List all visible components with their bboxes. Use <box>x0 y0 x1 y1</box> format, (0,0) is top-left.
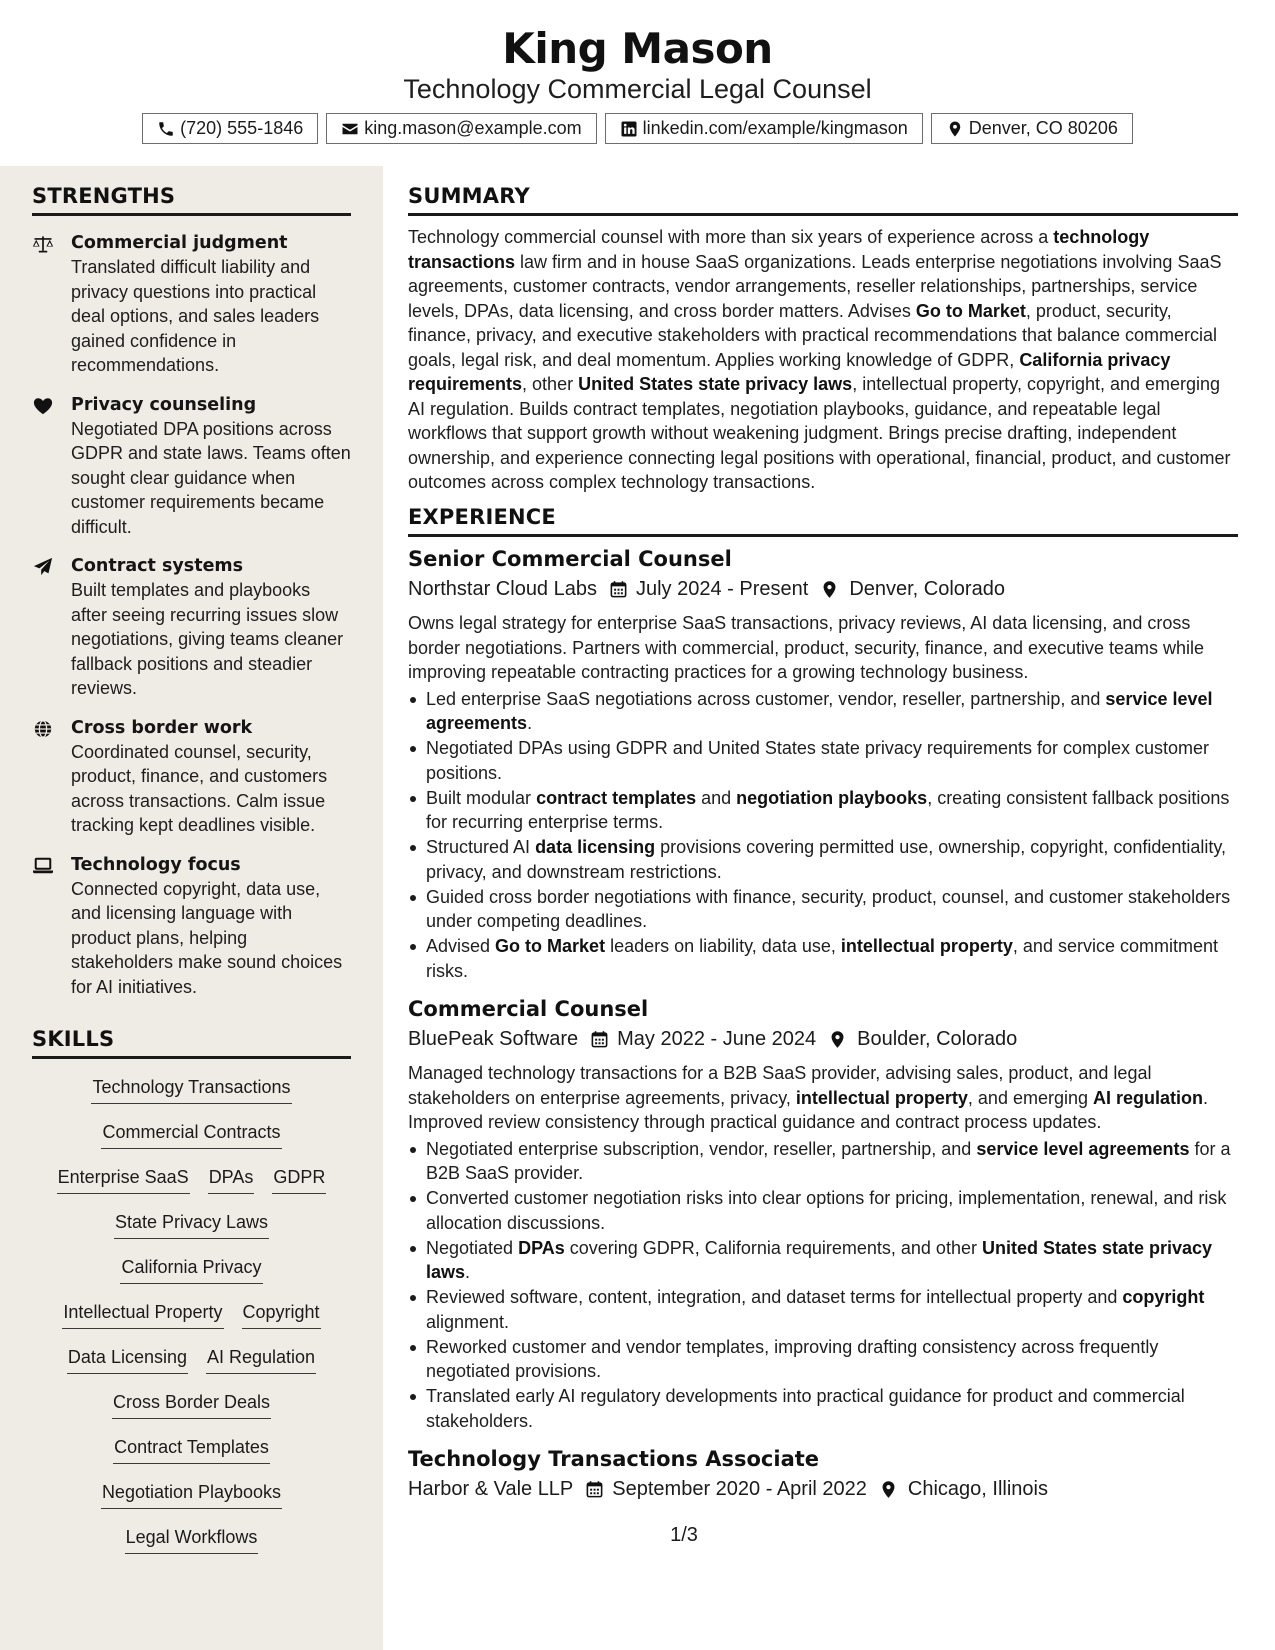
job-entry <box>408 1445 1238 1504</box>
bullet-text: . <box>465 1262 471 1282</box>
bullet-emphasis: copyright <box>1122 1287 1205 1307</box>
bullet-text: Negotiated <box>426 1237 519 1258</box>
bullet-text: and <box>696 787 737 808</box>
desc-text: Managed technology transactions for a B2B SaaS provider, advising sales, product, and legal stakeholders on enterprise agreements, privacy, <box>408 1063 1152 1108</box>
bullet-text: provisions covering permitted use, ownership, copyright, confidentiality, privacy, and downstream restrictions. <box>426 837 1227 882</box>
skill-tag: Negotiation Playbooks <box>101 1480 282 1509</box>
bullet-text: Built modular <box>426 787 537 808</box>
job-dates: May 2022 - June 2024 <box>617 1028 817 1050</box>
map-pin-icon <box>828 1030 847 1049</box>
job-dates: July 2024 - Present <box>635 578 809 600</box>
job-title: Technology Transactions Associate <box>408 1447 820 1471</box>
linkedin-text: linkedin.com/example/kingmason <box>642 118 908 138</box>
experience-heading: EXPERIENCE <box>408 505 1238 537</box>
skill-tag: DPAs <box>208 1165 255 1194</box>
job-entry <box>408 545 1238 983</box>
skill-tag: Commercial Contracts <box>101 1120 281 1149</box>
strength-item <box>32 554 351 701</box>
job-bullet <box>408 687 1238 736</box>
globe-icon <box>32 719 54 739</box>
skill-tag: Data Licensing <box>67 1345 188 1374</box>
skills-heading: SKILLS <box>32 1027 351 1059</box>
bullet-emphasis: negotiation playbooks <box>736 787 928 808</box>
bullet-emphasis: service level agreements <box>426 688 1213 733</box>
job-bullet <box>408 1335 1238 1384</box>
strength-desc: Connected copyright, data use, and licensing language with product plans, helping stakeholders make sound choices for AI initiatives. <box>71 878 343 997</box>
skill-tag: AI Regulation <box>206 1345 316 1374</box>
contact-email[interactable] <box>326 113 596 144</box>
strength-title: Privacy counseling <box>71 394 257 415</box>
location-text: Denver, CO 80206 <box>968 118 1118 138</box>
bullet-emphasis: service level agreements <box>976 1138 1190 1159</box>
bullet-text: Reviewed software, content, integration, and dataset terms for intellectual property and <box>426 1287 1123 1307</box>
map-pin-icon <box>820 580 839 599</box>
bullet-text: Translated early AI regulatory developments into practical guidance for product and commercial stakeholders. <box>426 1386 1185 1431</box>
strength-title: Contract systems <box>71 556 244 576</box>
strength-item <box>32 393 351 540</box>
bullet-emphasis: intellectual property <box>840 936 1013 956</box>
experience-section <box>408 505 1238 1504</box>
contact-phone[interactable] <box>142 113 318 144</box>
skill-tag: GDPR <box>272 1165 326 1194</box>
job-company: Northstar Cloud Labs <box>408 578 597 600</box>
job-meta <box>408 574 1238 604</box>
job-bullet <box>408 1285 1238 1334</box>
strength-item <box>32 231 351 378</box>
candidate-name: King Mason <box>502 24 773 73</box>
email-text: king.mason@example.com <box>364 118 582 138</box>
main-content <box>383 166 1275 1650</box>
skill-tag: Intellectual Property <box>62 1300 223 1329</box>
page-number: 1/3 <box>670 1524 698 1546</box>
job-dates: September 2020 - April 2022 <box>612 1478 867 1500</box>
sidebar <box>0 166 383 1650</box>
job-bullet <box>408 835 1238 884</box>
skill-tag: Technology Transactions <box>91 1075 291 1104</box>
skill-tag: California Privacy <box>120 1255 262 1284</box>
job-bullets <box>408 687 1238 984</box>
job-meta <box>408 1474 1238 1504</box>
bullet-text: Converted customer negotiation risks into clear options for pricing, implementation, renewal, and risk allocation discussions. <box>426 1188 1227 1233</box>
bullet-text: Structured AI <box>426 837 536 857</box>
summary-emphasis: California privacy requirements <box>408 349 1171 394</box>
job-description: Owns legal strategy for enterprise SaaS transactions, privacy reviews, AI data licensing, and cross border negotiations. Partners with commercial, product, security, finance, and executive teams while improving repeatable contracting practices for a growing technology business. <box>408 613 1205 682</box>
job-location: Chicago, Illinois <box>907 1478 1048 1500</box>
summary-text: , other <box>522 374 579 394</box>
summary-text: , intellectual property, copyright, and emerging AI regulation. Builds contract templates, negotiation playbooks, guidance, and repeatable legal workflows that support growth without weakening judgment. Brings precise drafting, independent ownership, and experience connecting legal positions with operational, financial, product, and customer outcomes across complex technology transactions. <box>408 374 1231 492</box>
bullet-text: , and service commitment risks. <box>426 936 1218 981</box>
bullet-text: Guided cross border negotiations with finance, security, product, counsel, and customer stakeholders under competing deadlines. <box>426 886 1231 931</box>
skills-list <box>32 1075 351 1570</box>
strengths-heading: STRENGTHS <box>32 184 351 216</box>
bullet-emphasis: United States state privacy laws <box>426 1237 1213 1282</box>
skill-tag: Legal Workflows <box>125 1525 259 1554</box>
skill-tag: Enterprise SaaS <box>57 1165 190 1194</box>
skill-tag: Contract Templates <box>113 1435 270 1464</box>
job-bullet <box>408 786 1238 835</box>
bullet-text: covering GDPR, California requirements, and other <box>564 1237 982 1258</box>
strengths-section <box>32 184 351 999</box>
contact-bar <box>0 113 1275 144</box>
phone-icon <box>157 120 175 138</box>
bullet-text: leaders on liability, data use, <box>605 936 841 956</box>
bullet-text: Negotiated enterprise subscription, vendor, reseller, partnership, and <box>426 1138 977 1159</box>
contact-linkedin[interactable] <box>605 113 923 144</box>
envelope-icon <box>341 120 359 138</box>
strength-desc: Built templates and playbooks after seeing recurring issues slow negotiations, giving teams cleaner fallback positions and steadier reviews. <box>71 580 344 698</box>
desc-emphasis: intellectual property <box>795 1087 968 1108</box>
job-bullet <box>408 1384 1238 1433</box>
bullet-text: for a B2B SaaS provider. <box>426 1138 1231 1183</box>
candidate-title: Technology Commercial Legal Counsel <box>403 74 872 104</box>
job-bullet <box>408 1137 1238 1186</box>
job-bullet <box>408 1236 1238 1285</box>
map-pin-icon <box>879 1480 898 1499</box>
contact-location[interactable] <box>931 113 1133 144</box>
calendar-icon <box>590 1030 609 1049</box>
phone-text: (720) 555-1846 <box>180 118 304 138</box>
skills-section <box>32 1027 351 1570</box>
laptop-icon <box>32 856 54 876</box>
job-bullet <box>408 885 1238 934</box>
bullet-text: Led enterprise SaaS negotiations across customer, vendor, reseller, partnership, and <box>426 688 1106 709</box>
resume-header <box>0 0 1275 166</box>
job-location: Denver, Colorado <box>849 578 1005 600</box>
bullet-text: Advised <box>426 936 496 956</box>
job-title: Senior Commercial Counsel <box>408 547 732 571</box>
strength-title: Cross border work <box>71 717 253 738</box>
job-bullets <box>408 1137 1238 1434</box>
job-company: Harbor & Vale LLP <box>408 1478 574 1500</box>
bullet-text: Negotiated DPAs using GDPR and United States state privacy requirements for complex customer positions. <box>426 738 1210 783</box>
job-location: Boulder, Colorado <box>857 1028 1018 1050</box>
calendar-icon <box>585 1480 604 1499</box>
strength-title: Commercial judgment <box>71 233 288 253</box>
paper-plane-icon <box>32 557 54 577</box>
job-entry <box>408 995 1238 1433</box>
skill-tag: State Privacy Laws <box>114 1210 269 1239</box>
bullet-text: . <box>527 713 533 733</box>
summary-heading: SUMMARY <box>408 184 1238 216</box>
bullet-text: , creating consistent fallback positions for recurring enterprise terms. <box>426 787 1230 832</box>
job-bullet <box>408 934 1238 983</box>
strength-desc: Negotiated DPA positions across GDPR and state laws. Teams often sought clear guidance when customer requirements became difficult. <box>71 418 351 537</box>
scale-icon <box>32 234 54 254</box>
bullet-text: Reworked customer and vendor templates, improving drafting consistency across frequently negotiated provisions. <box>426 1336 1159 1381</box>
summary-section <box>408 184 1238 495</box>
summary-emphasis: Go to Market <box>915 300 1026 321</box>
calendar-icon <box>609 580 628 599</box>
bullet-emphasis: Go to Market <box>495 936 606 956</box>
skill-tag: Copyright <box>242 1300 321 1329</box>
summary-emphasis: technology transactions <box>408 227 1150 272</box>
bullet-emphasis: contract templates <box>536 787 697 808</box>
job-description <box>408 1061 1238 1135</box>
strength-title: Technology focus <box>71 854 241 875</box>
job-bullet <box>408 736 1238 785</box>
summary-text: , product, security, finance, privacy, and executive stakeholders with practical recommendations that balance commercial goals, legal risk, and deal momentum. Applies working knowledge of GDPR, <box>408 300 1218 370</box>
summary-emphasis: United States state privacy laws <box>578 374 853 394</box>
strength-desc: Translated difficult liability and privacy questions into practical deal options, and sales leaders gained confidence in recommendations. <box>71 257 320 375</box>
job-company: BluePeak Software <box>408 1028 579 1050</box>
bullet-text: alignment. <box>426 1311 510 1332</box>
bullet-emphasis: DPAs <box>518 1237 565 1258</box>
desc-emphasis: AI regulation <box>1093 1087 1204 1108</box>
strength-item <box>32 853 351 1000</box>
summary-text: law firm and in house SaaS organizations. Leads enterprise negotiations involving SaaS agreements, customer contracts, vendor arrangements, reseller relationships, partnerships, service levels, DPAs, data licensing, and cross border matters. Advises <box>408 251 1222 321</box>
job-bullet <box>408 1186 1238 1235</box>
linkedin-icon <box>620 120 638 138</box>
strength-desc: Coordinated counsel, security, product, finance, and customers across transactions. Calm issue tracking kept deadlines visible. <box>71 741 328 835</box>
summary-text: Technology commercial counsel with more than six years of experience across a <box>408 227 1054 247</box>
skill-tag: Cross Border Deals <box>112 1390 271 1419</box>
desc-text: . Improved review consistency through practical guidance and contract process updates. <box>408 1087 1209 1132</box>
summary-paragraph <box>408 225 1238 495</box>
bullet-emphasis: data licensing <box>535 837 656 857</box>
job-meta <box>408 1024 1238 1054</box>
desc-text: , and emerging <box>967 1087 1093 1108</box>
strength-item <box>32 716 351 838</box>
heart-icon <box>32 396 54 416</box>
job-title: Commercial Counsel <box>408 997 649 1021</box>
map-pin-icon <box>946 120 964 138</box>
